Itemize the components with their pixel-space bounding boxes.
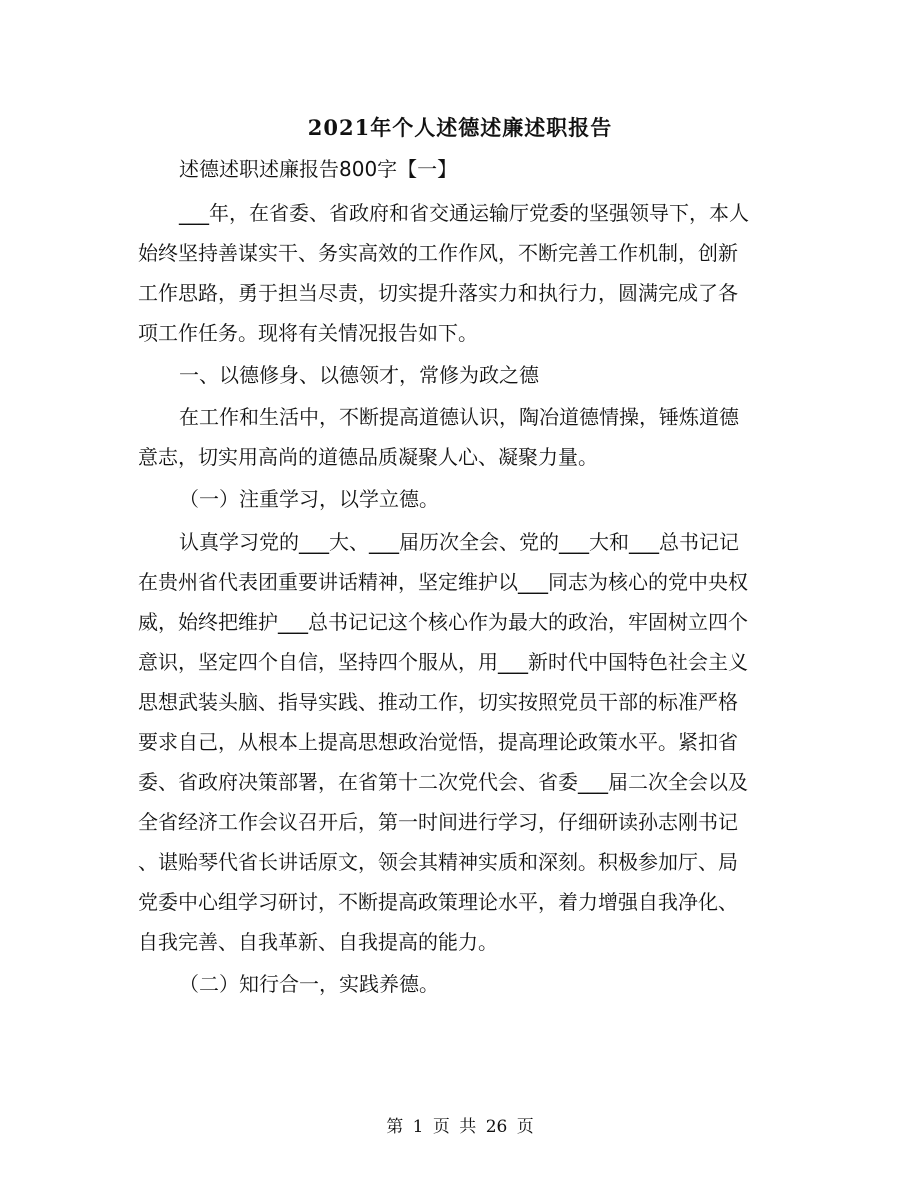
paragraph-line: 委、省政府决策部署，在省第十二次党代会、省委___届二次全会以及 <box>138 770 748 794</box>
paragraph-line: 项工作任务。现将有关情况报告如下。 <box>138 321 478 345</box>
paragraph-line: ___年，在省委、省政府和省交通运输厅党委的坚强领导下，本人 <box>179 201 749 225</box>
paragraph-line: 始终坚持善谋实干、务实高效的工作作风，不断完善工作机制，创新 <box>138 241 738 265</box>
paragraph-line: 全省经济工作会议召开后，第一时间进行学习，仔细研读孙志刚书记 <box>138 810 738 834</box>
paragraph-line: 要求自己，从根本上提高思想政治觉悟，提高理论政策水平。紧扣省 <box>138 730 738 754</box>
paragraph-line: 工作思路，勇于担当尽责，切实提升落实力和执行力，圆满完成了各 <box>138 281 738 305</box>
paragraph-line: 自我完善、自我革新、自我提高的能力。 <box>138 930 498 954</box>
subsection-heading: （二）知行合一，实践养德。 <box>179 972 439 996</box>
subsection-heading: （一）注重学习，以学立德。 <box>179 487 439 511</box>
page-number: 第 1 页 共 26 页 <box>386 1117 534 1137</box>
paragraph-line: 在工作和生活中，不断提高道德认识，陶冶道德情操，锤炼道德 <box>179 405 739 429</box>
section-heading: 一、以德修身、以德领才，常修为政之德 <box>179 363 539 387</box>
paragraph-line: 、谌贻琴代省长讲话原文，领会其精神实质和深刻。积极参加厅、局 <box>138 850 738 874</box>
paragraph-line: 威，始终把维护___总书记记这个核心作为最大的政治，牢固树立四个 <box>138 610 748 634</box>
paragraph-line: 意志，切实用高尚的道德品质凝聚人心、凝聚力量。 <box>138 445 598 469</box>
paragraph-line: 认真学习党的___大、___届历次全会、党的___大和___总书记记 <box>179 530 739 554</box>
paragraph-line: 意识，坚定四个自信，坚持四个服从，用___新时代中国特色社会主义 <box>138 650 748 674</box>
paragraph-line: 党委中心组学习研讨，不断提高政策理论水平，着力增强自我净化、 <box>138 890 738 914</box>
subtitle: 述德述职述廉报告800字【一】 <box>179 157 458 181</box>
document-title: 2021年个人述德述廉述职报告 <box>307 115 613 140</box>
paragraph-line: 在贵州省代表团重要讲话精神，坚定维护以___同志为核心的党中央权 <box>138 570 748 594</box>
paragraph-line: 思想武装头脑、指导实践、推动工作，切实按照党员干部的标准严格 <box>138 690 738 714</box>
